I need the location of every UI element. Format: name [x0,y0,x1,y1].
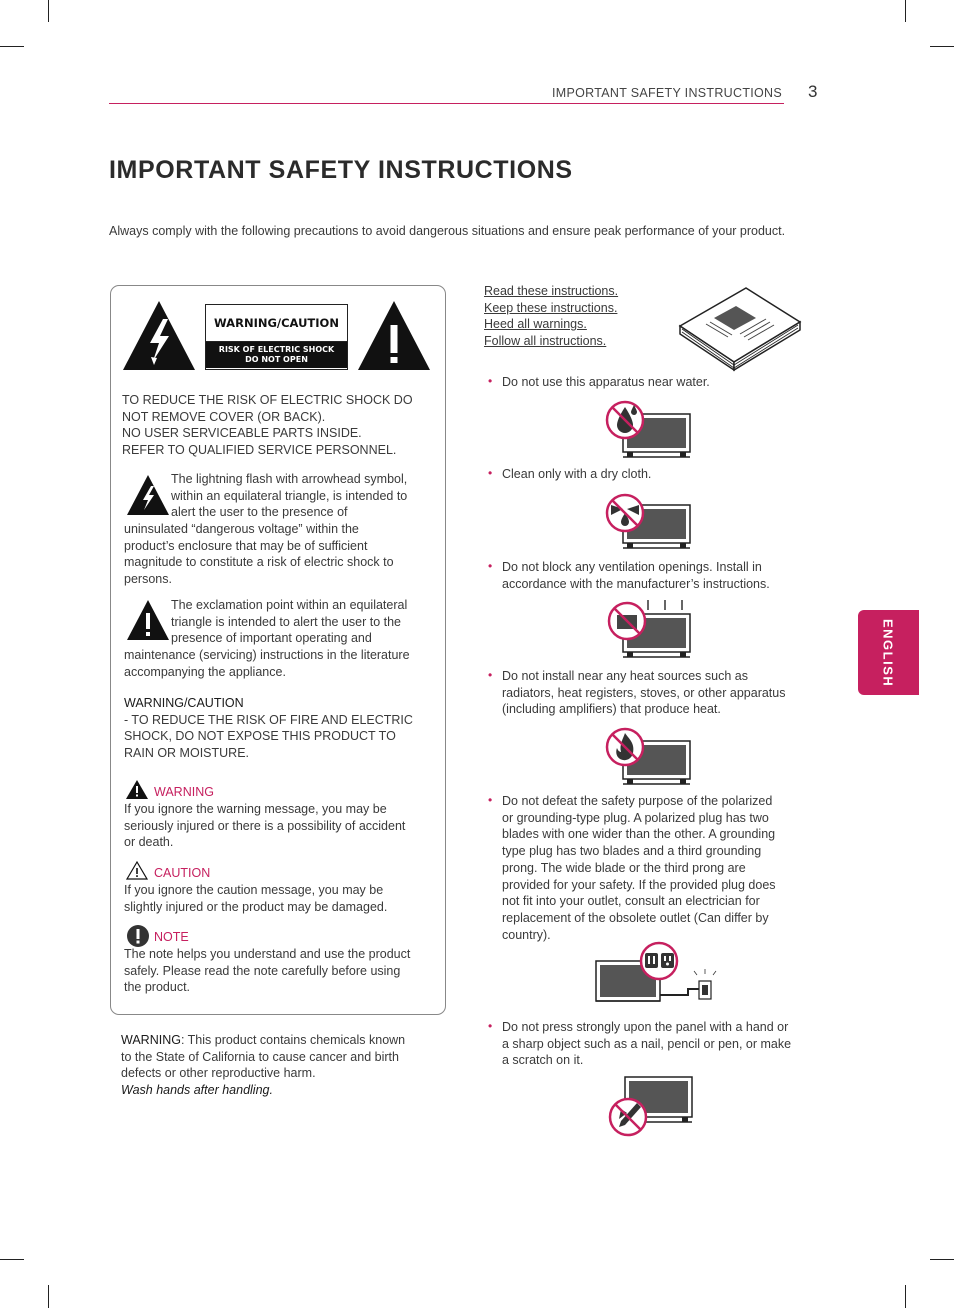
crop-mark [0,1259,24,1260]
no-press-panel-icon [607,1075,695,1137]
bullet-dot: • [488,466,493,480]
text-line: TO REDUCE THE RISK OF ELECTRIC SHOCK DO [122,393,413,407]
warning-desc [124,801,439,851]
text-line: - TO REDUCE THE RISK OF FIRE AND ELECTRIC [124,712,413,727]
note-icon [126,924,150,948]
header-divider [109,103,784,104]
do-not-open-text: DO NOT OPEN [245,355,308,364]
text-line: the product. [124,980,191,995]
text-line: magnitude to constitute a risk of electric shock to [124,555,394,570]
lightning-small-icon [127,475,169,515]
california-label: WARNING [121,1033,181,1047]
follow-instructions-line: Follow all instructions. [484,334,607,348]
header-section-title: IMPORTANT SAFETY INSTRUCTIONS [552,86,783,100]
text-line: uninsulated “dangerous voltage” within the [124,522,359,536]
text-line: radiators, heat registers, stoves, or other apparatus [502,685,786,700]
text-line: maintenance (servicing) instructions in the literature [124,648,410,662]
bullet-ventilation [502,559,812,592]
text-line: NOT REMOVE COVER (OR BACK). [122,409,326,424]
text-line: a sharp object such as a nail, pencil or pen, or make [502,1036,792,1051]
manual-book-icon [676,286,804,370]
no-heat-source-icon [605,727,693,787]
wash-hands-text: Wash hands after handling. [121,1083,273,1098]
warning-caution-label-bottom [206,342,347,368]
bullet-dot: • [488,668,493,682]
caution-icon [126,861,148,880]
text-line: replacement of the obsolete outlet (Can differ by [502,910,769,925]
warning-label: WARNING [154,785,214,799]
heed-warnings-line: Heed all warnings. [484,317,587,331]
text-line: not fit into your outlet, consult an electrician for [502,894,760,909]
text-line: NO USER SERVICEABLE PARTS INSIDE. [122,426,362,441]
no-water-icon [605,400,693,458]
caution-label: CAUTION [154,866,211,880]
bullet-dot: • [488,559,493,573]
text-line: within an equilateral triangle, is intended to [171,488,408,503]
bullet-dot: • [488,374,493,388]
crop-mark [930,1259,954,1260]
text-line: or death. [124,835,174,850]
text-line: Do not press strongly upon the panel with a hand or [502,1020,789,1034]
warning-caution-label [205,304,348,370]
california-line1: : This product contains chemicals known [180,1033,406,1047]
text-line: blades with one wider than the other. A grounding [502,827,776,842]
text-line: Do not use this apparatus near water. [502,375,710,389]
grounding-plug-icon [593,941,718,1005]
text-line: product’s enclosure that may be of sufficient [124,538,368,553]
no-block-ventilation-icon [605,600,693,662]
wc-heading: WARNING/CAUTION [124,696,244,710]
text-line: alert the user to the presence of [171,505,348,520]
california-warning [121,1032,441,1099]
text-line: The exclamation point within an equilateral [171,598,408,612]
text-line: accompanying the appliance. [124,664,286,679]
lightning-triangle-icon [123,301,195,370]
language-tab-label: ENGLISH [880,618,896,688]
page-number: 3 [808,82,818,101]
warning-icon [126,780,148,799]
text-line: The lightning flash with arrowhead symbol, [171,472,408,486]
text-line: Do not defeat the safety purpose of the polarized [502,794,773,808]
no-wet-cloth-icon [605,493,693,551]
bullet-plug [502,793,812,943]
text-line: If you ignore the warning message, you may be [124,802,387,816]
text-line: seriously injured or there is a possibility of accident [124,818,406,833]
exclamation-small-icon [127,600,169,640]
text-line: country). [502,927,551,942]
text-line: Do not block any ventilation openings. Install in [502,560,762,574]
exclaim-desc-a [171,597,436,647]
bullet-cloth [502,466,812,483]
caution-desc [124,882,439,915]
text-line: If you ignore the caution message, you may be [124,883,384,897]
crop-mark [48,1285,49,1308]
bullet-dot: • [488,793,493,807]
keep-instructions-line: Keep these instructions. [484,301,618,315]
wc-section [124,695,439,762]
crop-mark [905,1285,906,1308]
text-line: RAIN OR MOISTURE. [124,746,250,761]
page-title: IMPORTANT SAFETY INSTRUCTIONS [109,156,573,184]
read-instructions-line: Read these instructions. [484,284,619,298]
text-line: a scratch on it. [502,1053,584,1068]
risk-shock-text: RISK OF ELECTRIC SHOCK [218,345,335,354]
exclaim-desc-b [124,647,439,680]
crop-mark [905,0,906,22]
lightning-desc-b [124,521,436,588]
note-label: NOTE [154,930,189,944]
text-line: type plug has two blades and a third grounding [502,844,762,859]
crop-mark [48,0,49,22]
crop-mark [930,46,954,47]
bullet-press [502,1019,822,1069]
text-line: to the State of California to cause cancer and birth [121,1049,399,1064]
note-desc [124,946,439,996]
reduce-shock-text [122,392,440,459]
text-line: SHOCK, DO NOT EXPOSE THIS PRODUCT TO [124,729,396,744]
text-line: Clean only with a dry cloth. [502,467,652,481]
warning-caution-label-top: WARNING/CAUTION [206,305,347,342]
text-line: slightly injured or the product may be damaged. [124,899,388,914]
crop-mark [0,46,24,47]
text-line: defects or other reproductive harm. [121,1066,316,1081]
intro-paragraph: Always comply with the following precautions to avoid dangerous situations and ensure peak performance of your product. [109,224,786,238]
california-first-line [121,1032,441,1049]
text-line: REFER TO QUALIFIED SERVICE PERSONNEL. [122,443,397,458]
text-line: provided for your safety. If the provided plug does [502,877,776,892]
text-line: The note helps you understand and use the product [124,947,411,961]
text-line: or grounding-type plug. A polarized plug has two [502,810,769,825]
text-line: persons. [124,572,172,587]
exclamation-triangle-icon [358,301,430,370]
text-line: Do not install near any heat sources such as [502,669,748,683]
text-line: (including amplifiers) that produce heat. [502,702,721,717]
bullet-heat [502,668,812,718]
text-line: presence of important operating and [171,631,372,646]
text-line: prong. The wide blade or the third prong are [502,860,746,875]
text-line: accordance with the manufacturer’s instructions. [502,576,770,591]
bullet-water [502,374,812,391]
bullet-dot: • [488,1019,493,1033]
text-line: triangle is intended to alert the user to the [171,614,402,629]
text-line: safely. Please read the note carefully before using [124,963,401,978]
lightning-desc-a [171,471,436,521]
